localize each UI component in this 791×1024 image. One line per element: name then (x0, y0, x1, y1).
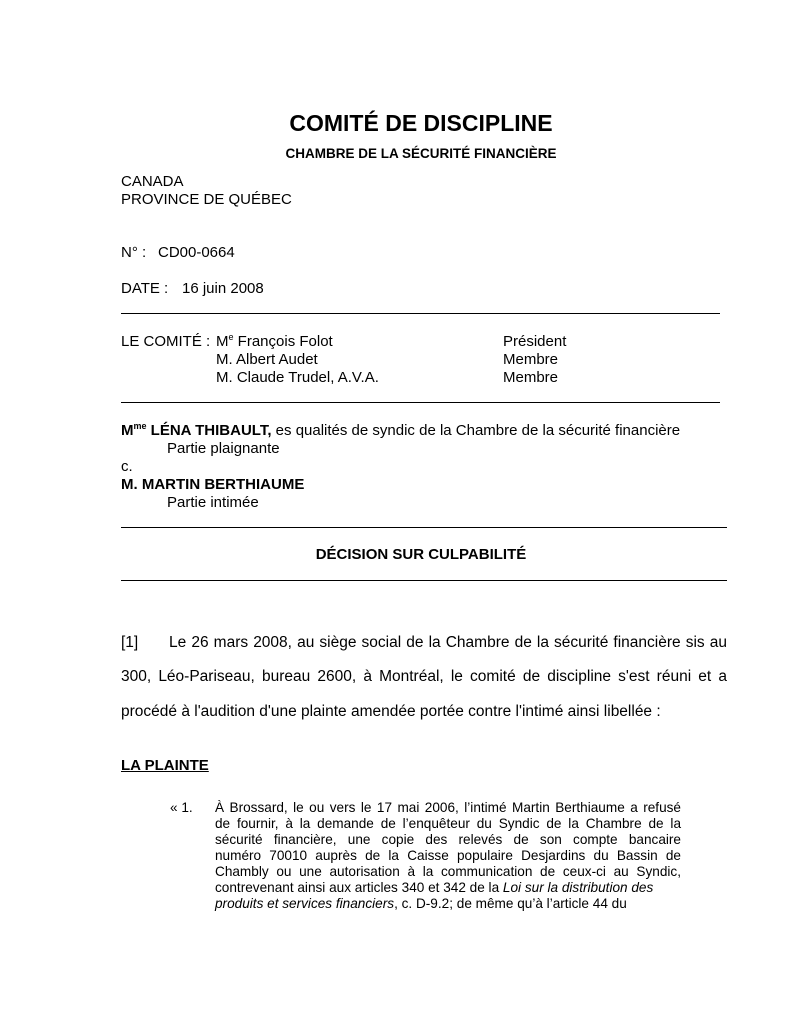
complaint-text: produits et services financiers, c. D-9.2; de même qu’à l’article 44 du (215, 896, 627, 911)
case-number-label: N° : (121, 244, 147, 261)
page-title: COMITÉ DE DISCIPLINE (289, 110, 553, 136)
complaint-text: numéro 70010 auprès de la Caisse populaire Desjardins du Bassin de (215, 848, 681, 863)
paragraph-text: 300, Léo-Pariseau, bureau 2600, à Montréal, le comité de discipline s'est réuni et a (121, 668, 727, 685)
separator-line (121, 402, 720, 403)
paragraph-number: [1] (121, 634, 139, 651)
committee-member-president: Me François Folot (216, 332, 333, 350)
decision-title: DÉCISION SUR CULPABILITÉ (315, 546, 527, 563)
paragraph-text: Le 26 mars 2008, au siège social de la Chambre de la sécurité financière sis au (169, 634, 727, 651)
complaint-text: Chambly ou une autorisation à la communication de ceux-ci au Syndic, (215, 864, 681, 879)
committee-role: Membre (503, 369, 559, 386)
complaint-text: de fournir, à la demande de l’enquêteur du Syndic de la Chambre de la (215, 816, 681, 831)
committee-label: LE COMITÉ : (121, 333, 211, 350)
complaint-item-number: « 1. (170, 800, 193, 815)
separator-line (121, 580, 727, 581)
committee-member: M. Claude Trudel, A.V.A. (216, 369, 379, 386)
respondent-role: Partie intimée (167, 494, 259, 511)
paragraph-text: procédé à l'audition d'une plainte amendée portée contre l'intimé ainsi libellée : (121, 703, 661, 720)
respondent-name: M. MARTIN BERTHIAUME (121, 476, 305, 493)
jurisdiction-country: CANADA (121, 173, 184, 190)
section-heading: LA PLAINTE (121, 757, 209, 774)
complaint-text: À Brossard, le ou vers le 17 mai 2006, l’intimé Martin Berthiaume a refusé (215, 800, 681, 815)
case-date: 16 juin 2008 (182, 280, 264, 297)
jurisdiction-province: PROVINCE DE QUÉBEC (121, 191, 292, 208)
committee-role: Membre (503, 351, 559, 368)
plaintiff-line: $M^{me}$ LÉNA THIBAULT, es qualités de syndic de la Chambre de la sécurité financière (121, 421, 681, 439)
committee-member: M. Albert Audet (216, 351, 318, 368)
separator-line (121, 527, 727, 528)
plaintiff-role: Partie plaignante (167, 440, 280, 457)
complaint-text: sécurité financière, une copie des relevés de son compte bancaire (215, 832, 681, 847)
page-subtitle: CHAMBRE DE LA SÉCURITÉ FINANCIÈRE (285, 146, 557, 161)
case-number: CD00-0664 (158, 244, 235, 261)
complaint-text: contrevenant ainsi aux articles 340 et 342 de la Loi sur la distribution des (215, 880, 654, 895)
case-date-label: DATE : (121, 280, 169, 297)
separator-line (121, 313, 720, 314)
versus-label: c. (121, 458, 133, 475)
committee-role-president: Président (503, 333, 567, 350)
paragraph-line (121, 634, 727, 652)
